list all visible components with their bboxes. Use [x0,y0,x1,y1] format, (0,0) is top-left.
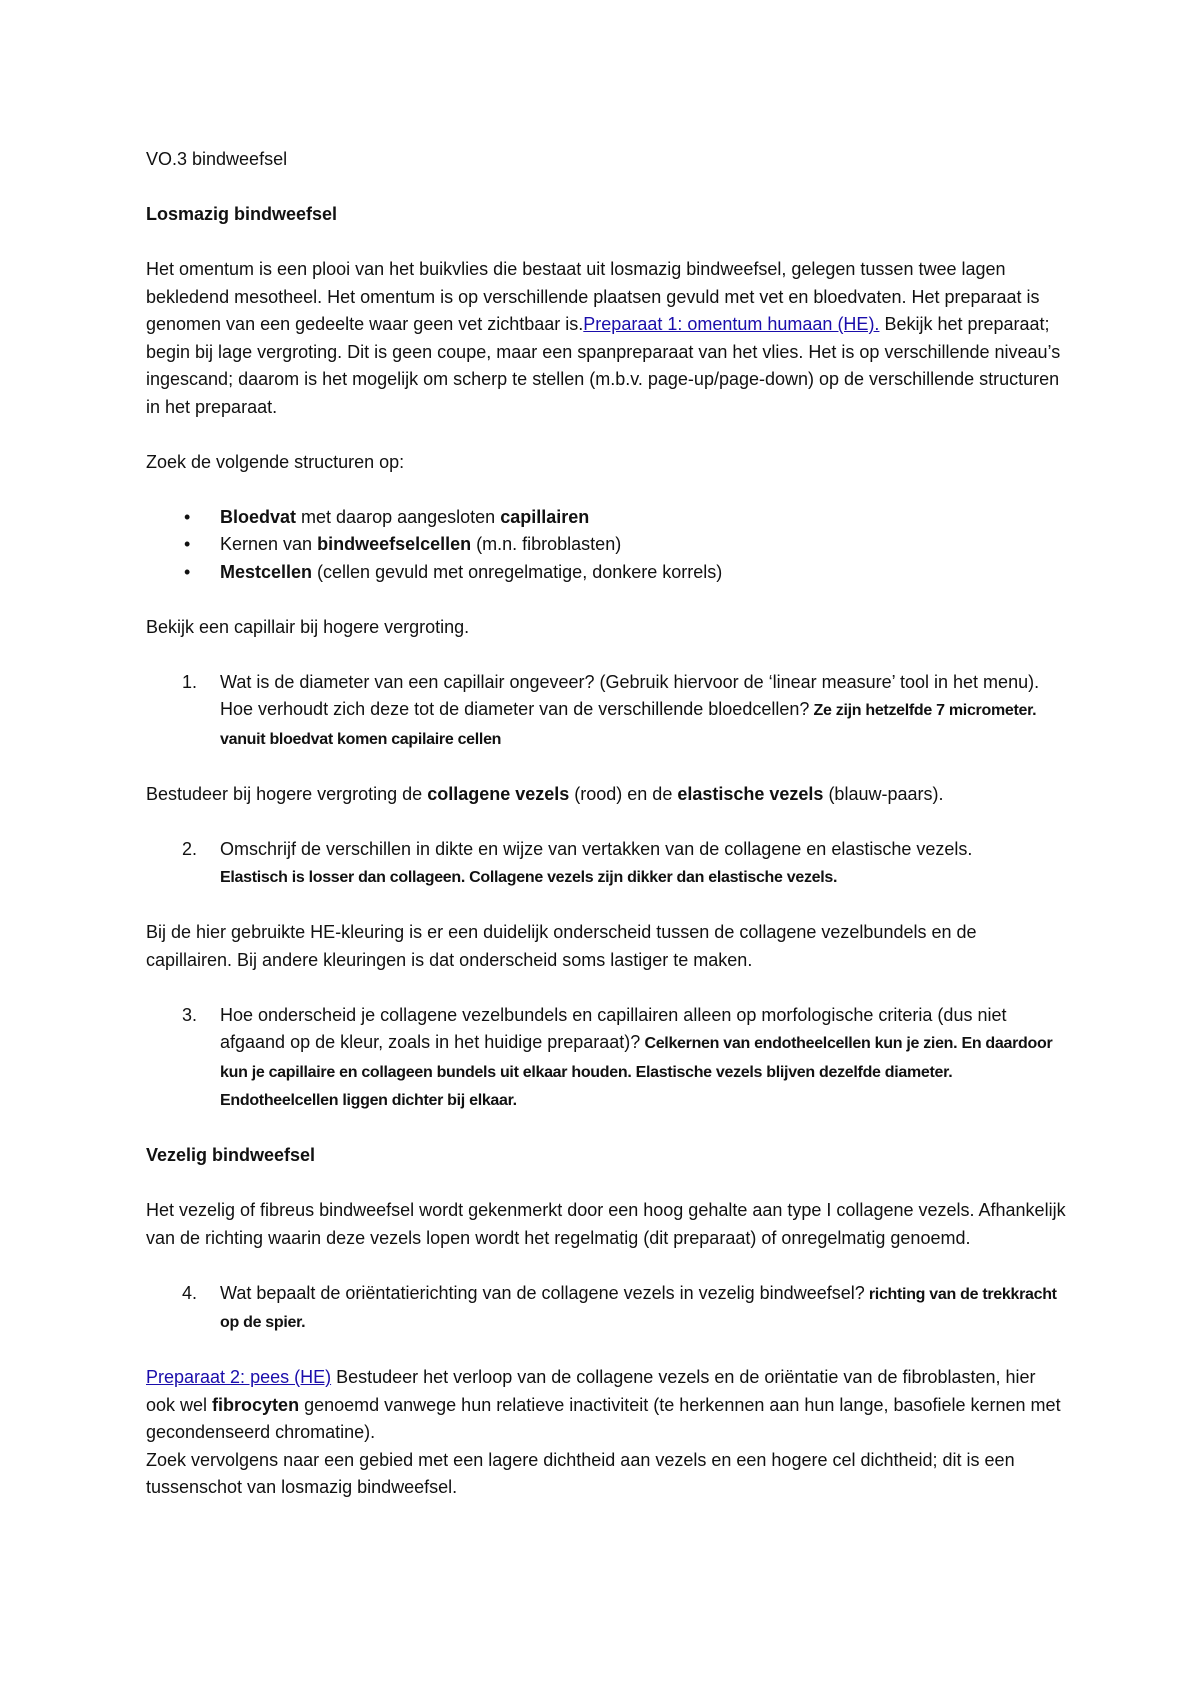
document-title: VO.3 bindweefsel [146,149,288,169]
structure-list [146,504,1066,587]
question-text: Hoe onderscheid je collagene vezelbundels en capillairen alleen op morfologische criteria (dus niet afgaand op de kleur, zoals in het huidige preparaat)? [220,1004,1007,1052]
pees-paragraph: Preparaat 2: pees (HE) Bestudeer het verloop van de collagene vezels en de oriëntatie van de fibroblasten, hier ook wel fibrocyten genoemd vanwege hun relatieve inactiviteit (te herkennen aan hun lange, basofiele kernen met gecondenseerd chromatine). [146,1367,1061,1442]
question-1: 1. Wat is de diameter van een capillair ongeveer? (Gebruik hiervoor de ‘linear measure’ tool in het menu). Hoe verhoudt zich deze tot de diameter van de verschillende bloedcellen? Ze zijn hetzelfde 7 micrometer. vanuit bloedvat komen capilaire cellen [182,671,1040,748]
bullet-icon: • [184,506,191,527]
question-text: Omschrijf de verschillen in dikte en wijze van vertakken van de collagene en elastische vezels. [220,838,973,859]
answer-text: Celkernen van endotheelcellen kun je zien. En daardoor kun je capillaire en collageen bundels uit elkaar houden. Elastische vezels blijven dezelfde diameter. Endotheelcellen liggen dichter bij elkaar. [220,1035,1053,1109]
list-item: • Kernen van bindweefselcellen (m.n. fibroblasten) [146,531,1066,559]
list-item: • Mestcellen (cellen gevuld met onregelmatige, donkere korrels) [146,559,1066,587]
section-heading-vezelig: Vezelig bindweefsel [146,1145,316,1165]
question-4: 4. Wat bepaalt de oriëntatierichting van de collagene vezels in vezelig bindweefsel? richting van de trekkracht op de spier. [182,1282,1057,1331]
question-list-1 [146,669,1066,754]
search-intro: Zoek de volgende structuren op: [146,451,405,472]
document-content [146,146,1066,1502]
bullet-icon: • [184,534,191,554]
question-list-3 [146,1002,1066,1115]
omentum-text-1: Het omentum is een plooi van het buikvlies die bestaat uit losmazig bindweefsel, gelegen tussen twee lagen bekledend mesotheel. Het omentum is op verschillende plaatsen gevuld met vet en bloedvaten. Het preparaat is genomen van een gedeelte waar geen vet zichtbaar is. [146,259,1040,334]
capillair-intro: Bekijk een capillair bij hogere vergroting. [146,616,470,637]
final-paragraph: Zoek vervolgens naar een gebied met een lagere dichtheid aan vezels en een hogere cel dichtheid; dit is een tussenschot van losmazig bindweefsel. [146,1449,1015,1497]
answer-text: richting van de trekkracht op de spier. [220,1285,1057,1331]
he-paragraph: Bij de hier gebruikte HE-kleuring is er een duidelijk onderscheid tussen de collagene vezelbundels en de capillairen. Bij andere kleuringen is dat onderscheid soms lastiger te maken. [146,922,977,970]
section-heading-losmazig: Losmazig bindweefsel [146,204,338,224]
answer-text: Elastisch is losser dan collageen. Collagene vezels zijn dikker dan elastische vezels. [220,869,838,886]
omentum-paragraph [146,256,1066,421]
question-list-2 [146,836,1066,892]
question-2: 2. Omschrijf de verschillen in dikte en wijze van vertakken van de collagene en elastische vezels. Elastisch is losser dan collageen. Collagene vezels zijn dikker dan elastische vezels. [182,838,973,886]
omentum-text-2: Bekijk het preparaat; begin bij lage vergroting. Dit is geen coupe, maar een spanpreparaat van het vlies. Het is op verschillende niveau’s ingescand; daarom is het mogelijk om scherp te stellen (m.b.v. page-up/page-down) op de verschillende structuren in het preparaat. [146,314,1061,417]
vezelig-paragraph: Het vezelig of fibreus bindweefsel wordt gekenmerkt door een hoog gehalte aan type I collagene vezels. Afhankelijk van de richting waarin deze vezels lopen wordt het regelmatig (dit preparaat) of onregelmatig genoemd. [146,1200,1066,1248]
answer-text: Ze zijn hetzelfde 7 micrometer. vanuit bloedvat komen capilaire cellen [220,702,1037,748]
bullet-icon: • [184,561,191,582]
study-paragraph: Bestudeer bij hogere vergroting de collagene vezels (rood) en de elastische vezels (blauw-paars). [146,783,944,804]
question-text: Wat bepaalt de oriëntatierichting van de collagene vezels in vezelig bindweefsel? [220,1282,865,1303]
question-list-4 [146,1280,1066,1337]
list-item: • Bloedvat met daarop aangesloten capillairen [146,504,1066,532]
preparaat-1-link[interactable]: Preparaat 1: omentum humaan (HE). [583,314,880,334]
question-text: Wat is de diameter van een capillair ongeveer? (Gebruik hiervoor de ‘linear measure’ tool in het menu). Hoe verhoudt zich deze tot de diameter van de verschillende bloedcellen? [220,671,1040,719]
question-3: 3. Hoe onderscheid je collagene vezelbundels en capillairen alleen op morfologische criteria (dus niet afgaand op de kleur, zoals in het huidige preparaat)? Celkernen van endotheelcellen kun je zien. En daardoor kun je capillaire en collageen bundels uit elkaar houden. Elastische vezels blijven dezelfde diameter. Endotheelcellen liggen dichter bij elkaar. [182,1004,1053,1109]
preparaat-2-link[interactable]: Preparaat 2: pees (HE) [146,1367,332,1387]
